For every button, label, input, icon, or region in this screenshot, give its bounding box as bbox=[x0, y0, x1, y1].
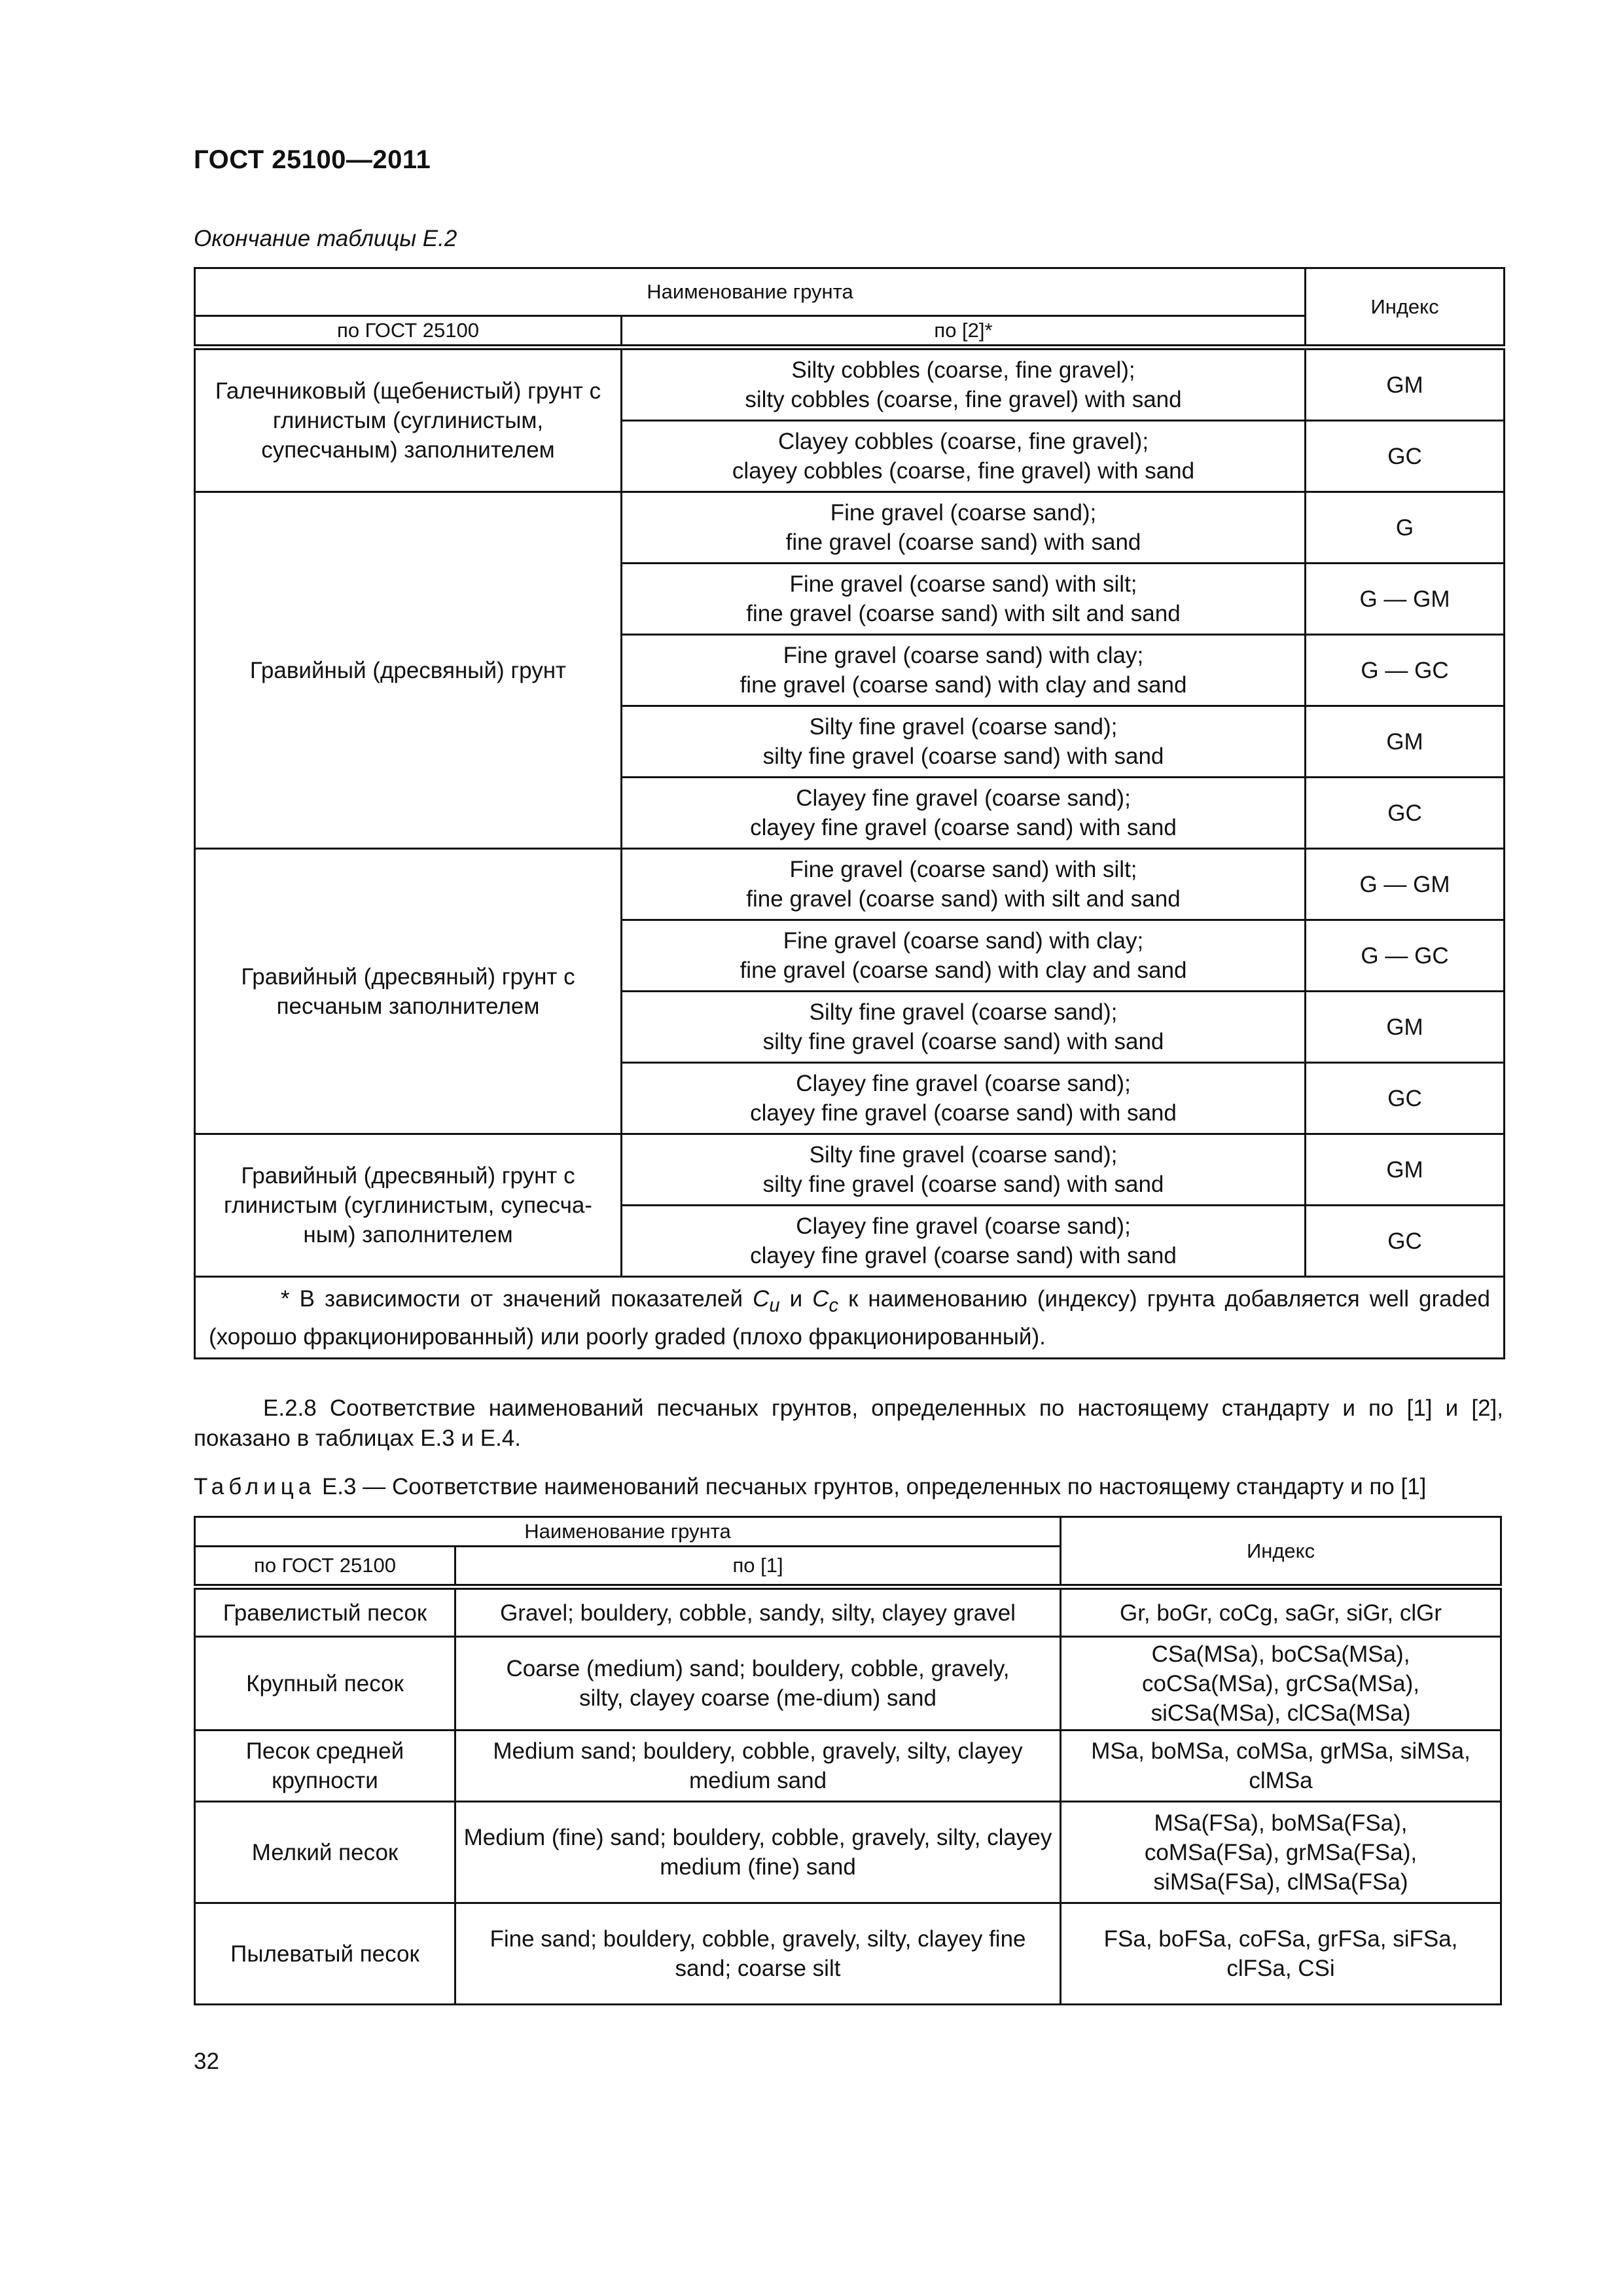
header-soil-name: Наименование грунта bbox=[195, 268, 1306, 316]
ref-name-cell: Fine sand; bouldery, cobble, gravely, silty, clayey fine sand; coarse silt bbox=[455, 1903, 1061, 2005]
ref-name-cell: Silty fine gravel (coarse sand); silty fine gravel (coarse sand) with sand bbox=[622, 1134, 1306, 1206]
table-row bbox=[195, 1134, 1505, 1206]
header-index: Индекс bbox=[1306, 268, 1505, 348]
table-e2-caption: Окончание таблицы Е.2 bbox=[194, 226, 457, 251]
index-cell: Gr, boGr, coCg, saGr, siGr, clGr bbox=[1061, 1587, 1501, 1637]
soil-name-cell: Гравийный (дресвяный) грунт bbox=[195, 492, 622, 849]
table-row bbox=[195, 492, 1505, 564]
ref-name-cell: Silty fine gravel (coarse sand); silty fine gravel (coarse sand) with sand bbox=[622, 706, 1306, 778]
index-cell: GM bbox=[1306, 992, 1505, 1063]
index-cell: CSa(MSa), boCSa(MSa), coCSa(MSa), grCSa(MSa), siCSa(MSa), clCSa(MSa) bbox=[1061, 1637, 1501, 1731]
ref-name-cell: Fine gravel (coarse sand) with clay; fine gravel (coarse sand) with clay and sand bbox=[622, 920, 1306, 992]
ref-name-cell: Fine gravel (coarse sand) with silt; fine gravel (coarse sand) with silt and sand bbox=[622, 849, 1306, 920]
ref-name-cell: Clayey cobbles (coarse, fine gravel); clayey cobbles (coarse, fine gravel) with sand bbox=[622, 421, 1306, 492]
index-cell: G — GC bbox=[1306, 920, 1505, 992]
index-cell: G bbox=[1306, 492, 1505, 564]
index-cell: GC bbox=[1306, 1063, 1505, 1134]
table-row bbox=[195, 849, 1505, 920]
header-index: Индекс bbox=[1061, 1517, 1501, 1587]
table-row bbox=[195, 348, 1505, 421]
index-cell: G — GM bbox=[1306, 564, 1505, 635]
header-by-gost: по ГОСТ 25100 bbox=[195, 1547, 455, 1587]
ref-name-cell: Fine gravel (coarse sand); fine gravel (coarse sand) with sand bbox=[622, 492, 1306, 564]
ref-name-cell: Fine gravel (coarse sand) with clay; fine gravel (coarse sand) with clay and sand bbox=[622, 635, 1306, 706]
soil-name-cell: Гравийный (дресвяный) грунт с глинистым (суглинистым, супесча-ным) заполнителем bbox=[195, 1134, 622, 1277]
ref-name-cell: Clayey fine gravel (coarse sand); clayey fine gravel (coarse sand) with sand bbox=[622, 1206, 1306, 1277]
table-e2 bbox=[194, 267, 1505, 1359]
table-row bbox=[195, 1637, 1501, 1731]
ref-name-cell: Clayey fine gravel (coarse sand); clayey fine gravel (coarse sand) with sand bbox=[622, 1063, 1306, 1134]
index-cell: GM bbox=[1306, 348, 1505, 421]
index-cell: GM bbox=[1306, 706, 1505, 778]
index-cell: G — GC bbox=[1306, 635, 1505, 706]
table-row bbox=[195, 1903, 1501, 2005]
index-cell: GC bbox=[1306, 1206, 1505, 1277]
soil-name-cell: Гравийный (дресвяный) грунт с песчаным заполнителем bbox=[195, 849, 622, 1134]
ref-name-cell: Medium (fine) sand; bouldery, cobble, gravely, silty, clayey medium (fine) sand bbox=[455, 1802, 1061, 1903]
ref-name-cell: Fine gravel (coarse sand) with silt; fine gravel (coarse sand) with silt and sand bbox=[622, 564, 1306, 635]
ref-name-cell: Silty cobbles (coarse, fine gravel); silty cobbles (coarse, fine gravel) with sand bbox=[622, 348, 1306, 421]
table-e3-caption: Таблица Е.3 — Соответствие наименований песчаных грунтов, определенных по настоящему стандарту и по [1] bbox=[194, 1474, 1427, 1499]
soil-name-cell: Мелкий песок bbox=[195, 1802, 455, 1903]
index-cell: GC bbox=[1306, 421, 1505, 492]
index-cell: MSa(FSa), boMSa(FSa), coMSa(FSa), grMSa(FSa), siMSa(FSa), clMSa(FSa) bbox=[1061, 1802, 1501, 1903]
ref-name-cell: Gravel; bouldery, cobble, sandy, silty, clayey gravel bbox=[455, 1587, 1061, 1637]
table-row bbox=[195, 1802, 1501, 1903]
header-by-gost: по ГОСТ 25100 bbox=[195, 316, 622, 348]
soil-name-cell: Песок средней крупности bbox=[195, 1731, 455, 1802]
table-e2-footnote: * В зависимости от значений показателей $C_u$ и $C_c$ к наименованию (индексу) грунта добавляется well graded (хорошо фракционированный) или poorly graded (плохо фракционированный). bbox=[195, 1277, 1505, 1359]
ref-name-cell: Silty fine gravel (coarse sand); silty fine gravel (coarse sand) with sand bbox=[622, 992, 1306, 1063]
ref-name-cell: Clayey fine gravel (coarse sand); clayey fine gravel (coarse sand) with sand bbox=[622, 778, 1306, 849]
ref-name-cell: Medium sand; bouldery, cobble, gravely, silty, clayey medium sand bbox=[455, 1731, 1061, 1802]
soil-name-cell: Галечниковый (щебенистый) грунт с глинистым (суглинистым, супесчаным) заполнителем bbox=[195, 348, 622, 492]
header-by-ref: по [1] bbox=[455, 1547, 1061, 1587]
page-number: 32 bbox=[194, 2049, 219, 2074]
header-by-ref: по [2]* bbox=[622, 316, 1306, 348]
header-soil-name: Наименование грунта bbox=[195, 1517, 1061, 1547]
ref-name-cell: Coarse (medium) sand; bouldery, cobble, gravely, silty, clayey coarse (me-dium) sand bbox=[455, 1637, 1061, 1731]
soil-name-cell: Крупный песок bbox=[195, 1637, 455, 1731]
index-cell: GC bbox=[1306, 778, 1505, 849]
document-id: ГОСТ 25100—2011 bbox=[194, 145, 431, 174]
soil-name-cell: Пылеватый песок bbox=[195, 1903, 455, 2005]
index-cell: FSa, boFSa, coFSa, grFSa, siFSa, clFSa, CSi bbox=[1061, 1903, 1501, 2005]
index-cell: G — GM bbox=[1306, 849, 1505, 920]
paragraph-e2-8: Е.2.8 Соответствие наименований песчаных грунтов, определенных по настоящему стандарту и по [1] и [2], показано в таблицах Е.3 и Е.4. bbox=[194, 1395, 1503, 1451]
soil-name-cell: Гравелистый песок bbox=[195, 1587, 455, 1637]
index-cell: GM bbox=[1306, 1134, 1505, 1206]
table-row bbox=[195, 1587, 1501, 1637]
index-cell: MSa, boMSa, coMSa, grMSa, siMSa, clMSa bbox=[1061, 1731, 1501, 1802]
table-e3 bbox=[194, 1516, 1502, 2005]
table-row bbox=[195, 1731, 1501, 1802]
